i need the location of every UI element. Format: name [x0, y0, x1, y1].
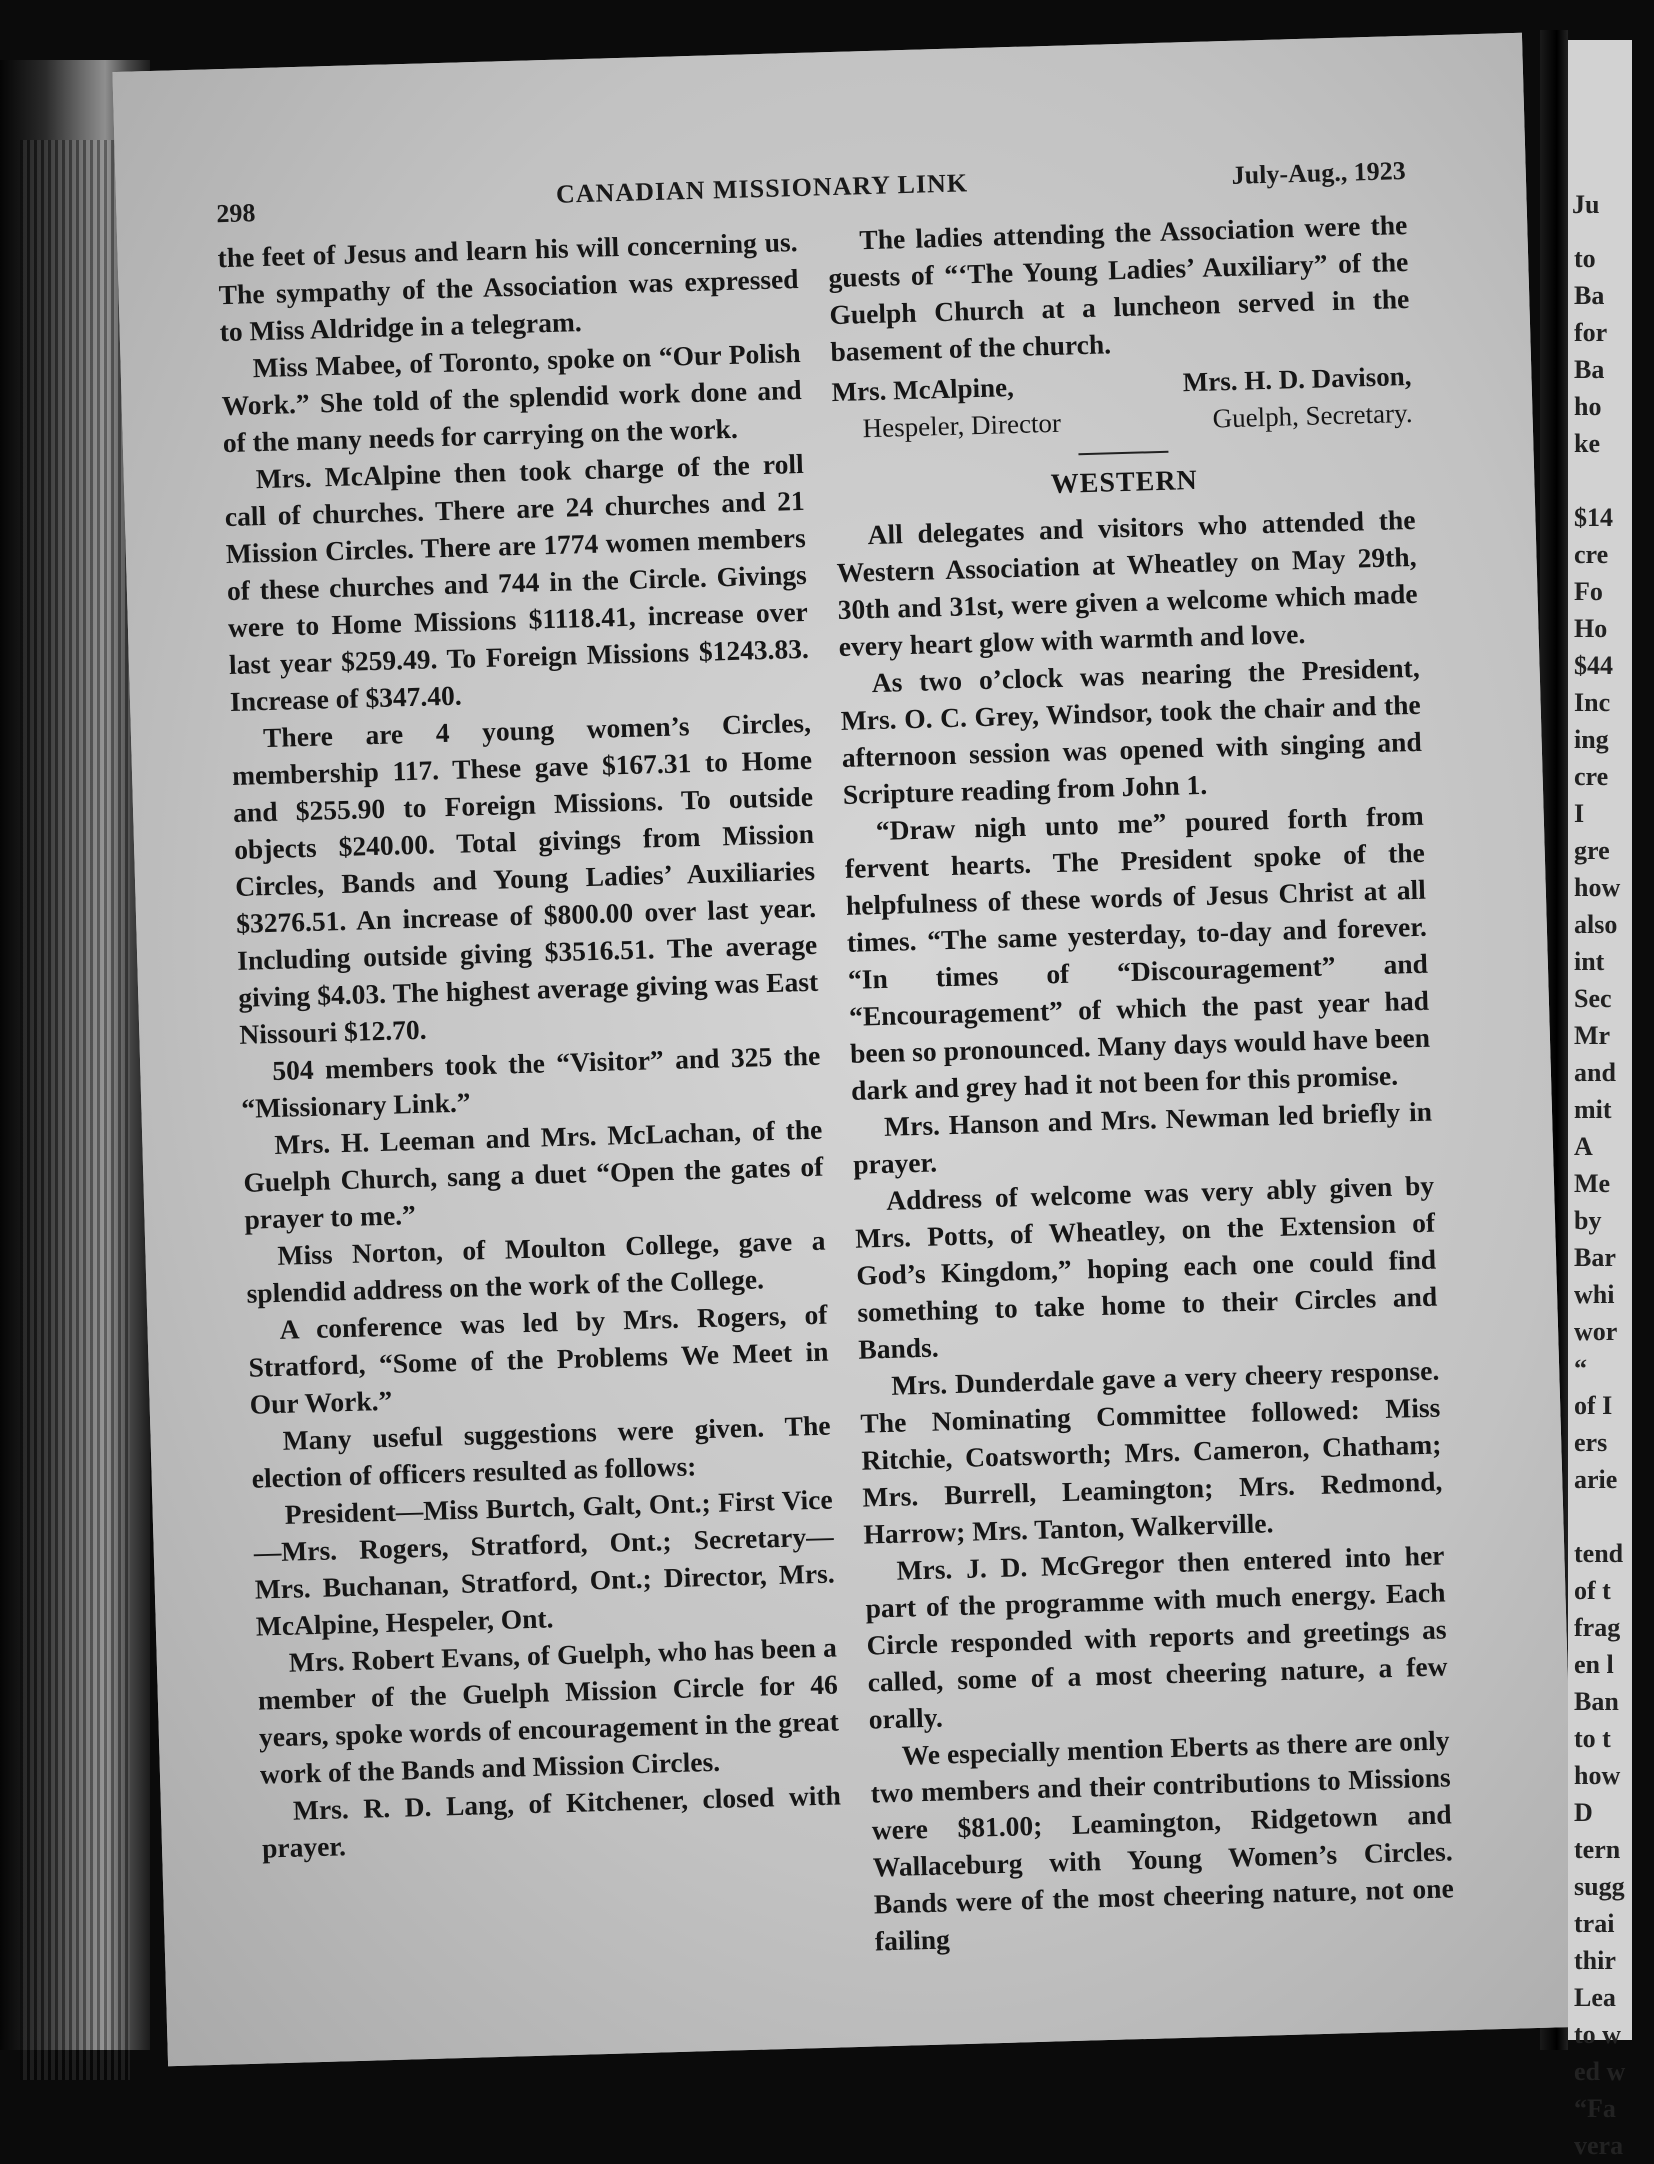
page-edges — [20, 140, 130, 2080]
facing-page-line-fragment: Bar — [1574, 1243, 1616, 1272]
facing-page-line-fragment: arie — [1574, 1465, 1618, 1494]
facing-page-line-fragment: “ — [1574, 1354, 1587, 1383]
facing-page-line-fragment: $44 — [1574, 651, 1613, 680]
facing-page-line-fragment: to t — [1574, 1724, 1611, 1753]
facing-page-line-fragment: whi — [1574, 1280, 1615, 1309]
facing-page-line-fragment: of t — [1574, 1576, 1611, 1605]
facing-page-line-fragment: wor — [1574, 1317, 1618, 1346]
paragraph: Many useful suggestions were given. The election of officers resulted as follows: — [251, 1409, 831, 1494]
section-divider — [1078, 451, 1168, 456]
paragraph: “Draw nigh unto me” poured forth from fervent hearts. The President spoke of the helpfulness of these words of Jesus Christ at all times. “The same yesterday, to-day and forever. “In times of “Discouragement” and “Encouragement” of which the past year had been so pronounced. Many days would have been dark and grey had it not been for this promise. — [844, 799, 1431, 1106]
facing-page-line-fragment: ke — [1574, 429, 1600, 458]
facing-page-line-fragment: I — [1574, 799, 1585, 828]
facing-page-line-fragment: to — [1574, 244, 1596, 273]
facing-page-line-fragment: Mr — [1574, 1021, 1611, 1050]
paragraph: Mrs. R. D. Lang, of Kitchener, closed with prayer. — [261, 1779, 842, 1864]
issue-date: July-Aug., 1923 — [1231, 156, 1407, 190]
facing-page-line-fragment: tend — [1574, 1539, 1624, 1568]
paragraph: We especially mention Eberts as there are only two members and their contributions to Missions were $81.00; Leamington, Ridgetown and Wallaceburg with Young Women’s Circles. Bands were of the most cheering nature, not one failing — [870, 1724, 1455, 1957]
facing-page-line-fragment: ho — [1574, 392, 1602, 421]
facing-page-header: Ju — [1572, 190, 1600, 219]
facing-page-text — [1574, 240, 1654, 2164]
facing-page-line-fragment: Ba — [1574, 355, 1605, 384]
paragraph: the feet of Jesus and learn his will concerning us. The sympathy of the Association was expressed to Miss Aldridge in a telegram. — [217, 226, 799, 348]
facing-page-line-fragment: “Fa — [1574, 2094, 1616, 2123]
facing-page-line-fragment: gre — [1574, 836, 1610, 865]
right-column-intro — [827, 206, 1411, 370]
paragraph: President—Miss Burtch, Galt, Ont.; First Vice—Mrs. Rogers, Stratford, Ont.; Secretary— Mrs. Buchanan, Stratford, Ont.; Director, Mrs. McAlpine, Hespeler, Ont. — [253, 1483, 836, 1642]
facing-page — [1568, 40, 1632, 2160]
facing-page-line-fragment: frag — [1574, 1613, 1621, 1642]
paragraph: All delegates and visitors who attended the Western Association at Wheatley on May 29th, 30th and 31st, were given a welcome which made every heart glow with warmth and love. — [836, 503, 1418, 663]
facing-page-line-fragment: trai — [1574, 1909, 1615, 1938]
facing-page-line-fragment: tern — [1574, 1835, 1621, 1864]
facing-page-line-fragment: vera — [1574, 2131, 1624, 2160]
facing-page-line-fragment: D — [1574, 1798, 1593, 1827]
paragraph: Mrs. J. D. McGregor then entered into her part of the programme with much energy. Each Circle responded with reports and greetings as called, some of a most cheering nature, a few orally. — [865, 1539, 1448, 1735]
facing-page-line-fragment: Ba — [1574, 281, 1605, 310]
facing-page-line-fragment: sugg — [1574, 1872, 1625, 1901]
signature-name-right: Mrs. H. D. Davison, — [1182, 360, 1412, 398]
signature-role-right: Guelph, Secretary. — [1212, 397, 1413, 434]
facing-page-line-fragment: cre — [1574, 762, 1609, 791]
facing-page-line-fragment: ers — [1574, 1428, 1608, 1457]
paragraph: A conference was led by Mrs. Rogers, of Stratford, “Some of the Problems We Meet in Our Work.” — [248, 1298, 829, 1420]
paragraph: Miss Norton, of Moulton College, gave a splendid address on the work of the College. — [246, 1224, 826, 1309]
facing-page-line-fragment: Ho — [1574, 614, 1608, 643]
facing-page-line-fragment: Me — [1574, 1169, 1611, 1198]
facing-page-line-fragment — [1574, 1498, 1654, 1535]
paragraph: The ladies attending the Association were the guests of “‘The Young Ladies’ Auxiliary” of the Guelph Church at a luncheon served in the basement of the church. — [828, 208, 1410, 368]
paragraph: Mrs. Hanson and Mrs. Newman led briefly in prayer. — [852, 1095, 1433, 1180]
section-heading: WESTERN — [1050, 464, 1199, 501]
facing-page-line-fragment: for — [1574, 318, 1608, 347]
right-column — [827, 206, 1455, 1960]
paragraph: Address of welcome was very ably given by Mrs. Potts, of Wheatley, on the Extension of God’s Kingdom,” hoping each one could find something to take home to their Circles and Bands. — [854, 1169, 1438, 1365]
facing-page-line-fragment: Lea — [1574, 1983, 1616, 2012]
signature-block — [831, 358, 1413, 448]
right-column-body — [835, 501, 1455, 1960]
facing-page-line-fragment: and — [1574, 1058, 1616, 1087]
facing-page-line-fragment: ed w — [1574, 2057, 1626, 2086]
paragraph: Mrs. Dunderdale gave a very cheery response. The Nominating Committee followed: Miss Ritchie, Coatsworth; Mrs. Cameron, Chatham; Mrs. Burrell, Leamington; Mrs. Redmond, Harrow; Mrs. Tanton, Walkerville. — [860, 1354, 1443, 1550]
scanned-page — [112, 33, 1577, 2067]
facing-page-line-fragment: en l — [1574, 1650, 1614, 1679]
facing-page-line-fragment: to w — [1574, 2020, 1621, 2049]
paragraph: Miss Mabee, of Toronto, spoke on “Our Polish Work.” She told of the splendid work done and of the many needs for carrying on the work. — [221, 336, 802, 459]
facing-page-line-fragment: by — [1574, 1206, 1602, 1235]
facing-page-line-fragment: mit — [1574, 1095, 1612, 1124]
facing-page-line-fragment: thir — [1574, 1946, 1616, 1975]
facing-page-line-fragment: ing — [1574, 725, 1609, 754]
facing-page-line-fragment: Ban — [1574, 1687, 1619, 1716]
left-column — [217, 223, 842, 1867]
facing-page-line-fragment: $14 — [1574, 503, 1613, 532]
signature-name-left: Mrs. McAlpine, — [831, 372, 1015, 408]
facing-page-line-fragment: int — [1574, 947, 1605, 976]
paragraph: As two o’clock was nearing the President, Mrs. O. C. Grey, Windsor, took the chair and the afternoon session was opened with singing and Scripture reading from John 1. — [840, 651, 1423, 810]
facing-page-line-fragment: how — [1574, 873, 1621, 902]
facing-page-line-fragment: Sec — [1574, 984, 1612, 1013]
page-number: 298 — [216, 198, 256, 229]
facing-page-line-fragment: also — [1574, 910, 1618, 939]
paragraph: There are 4 young women’s Circles, membership 117. These gave $167.31 to Home and $255.90 to Foreign Missions. To outside objects $240.00. Total givings from Mission Circles, Bands and Young Ladies’ Auxiliaries $3276.51. An increase of $800.00 over last year. Including outside giving $3516.51. The average giving $4.03. The highest average giving was East Nissouri $12.70. — [231, 706, 819, 1050]
signature-role-left: Hespeler, Director — [862, 407, 1062, 444]
facing-page-line-fragment: Fo — [1574, 577, 1603, 606]
publication-title: CANADIAN MISSIONARY LINK — [555, 168, 969, 209]
facing-page-line-fragment: A — [1574, 1132, 1593, 1161]
facing-page-line-fragment — [1574, 462, 1654, 499]
facing-page-line-fragment: cre — [1574, 540, 1609, 569]
paragraph: 504 members took the “Visitor” and 325 the “Missionary Link.” — [240, 1039, 821, 1124]
facing-page-line-fragment: of I — [1574, 1391, 1613, 1420]
paragraph: Mrs. Robert Evans, of Guelph, who has been a member of the Guelph Mission Circle for 46 years, spoke words of encouragement in the great work of the Bands and Mission Circles. — [257, 1631, 840, 1790]
paragraph: Mrs. H. Leeman and Mrs. McLachan, of the Guelph Church, sang a duet “Open the gates of prayer to me.” — [243, 1113, 824, 1235]
facing-page-line-fragment: how — [1574, 1761, 1621, 1790]
paragraph: Mrs. McAlpine then took charge of the roll call of churches. There are 24 churches and 21 Mission Circles. There are 1774 women members of these churches and 744 in the Circle. Givings were to Home Missions $1118.41, increase over last year $259.49. To Foreign Missions $1243.83. Increase of $347.40. — [224, 447, 810, 718]
facing-page-line-fragment: Inc — [1574, 688, 1611, 717]
